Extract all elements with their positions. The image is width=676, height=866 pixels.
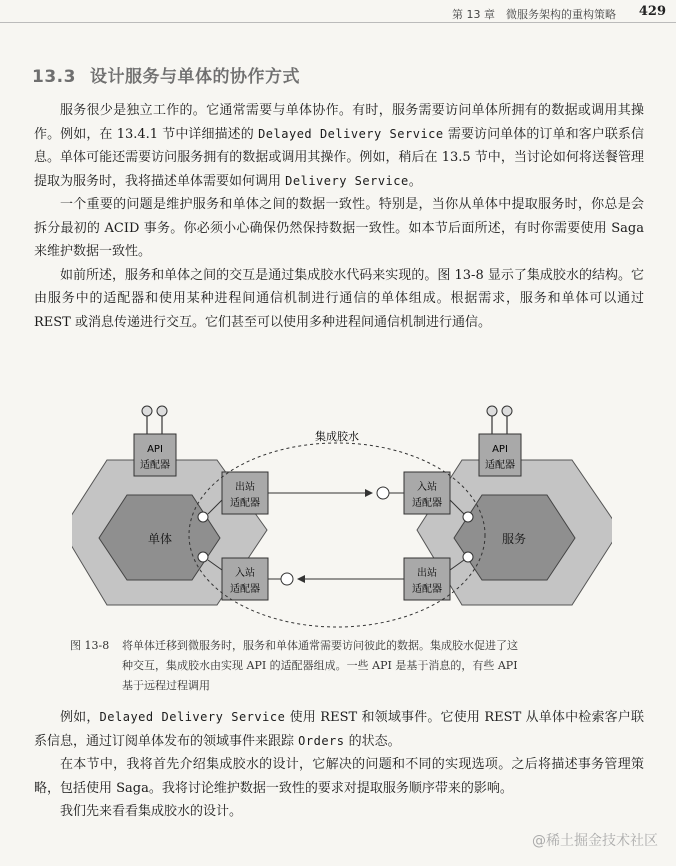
section-heading: [32, 62, 300, 87]
code-term: Delayed Delivery Service: [258, 126, 444, 141]
outbound-adapter-label: 出站: [417, 568, 437, 579]
paragraph-text: 如前所述，服务和单体之间的交互是通过集成胶水代码来实现的。图 13-8 显示了集成胶水的结构。它由服务中的适配器和使用某种进程间通信机制进行通信的单体组成。根据需求，服务和单体可以通过 REST 或消息传递进行交互。它们甚至可以使用多种进程间通信机制进行通信。: [34, 267, 644, 330]
monolith-inbound-endpoint-icon: [281, 573, 293, 585]
body-paragraphs-top: [34, 99, 644, 334]
outbound-adapter-label: 适配器: [230, 498, 260, 509]
page-header: [0, 0, 676, 23]
paragraph: [34, 193, 644, 264]
outbound-adapter-label: 适配器: [412, 584, 442, 595]
inbound-adapter-label: 入站: [235, 568, 255, 579]
paragraph-text: 我们先来看看集成胶水的设计。: [60, 804, 243, 819]
paragraph: [34, 706, 644, 753]
paragraph: [34, 99, 644, 193]
inbound-port-icon: [463, 512, 473, 522]
paragraph: [34, 800, 644, 824]
paragraph-text: 例如，: [60, 710, 100, 725]
chapter-title: 第 13 章 微服务架构的重构策略: [452, 8, 616, 21]
code-term: Orders: [298, 733, 345, 748]
paragraph-text: 服务很少是独立工作的。它通常需要与单体协作。有时，服务需要访问单体所拥有的数据或调用其操作。例如，在 13.4.1 节中详细描述的: [34, 103, 644, 142]
api-port-icon: [142, 406, 152, 416]
integration-glue-diagram: [72, 400, 612, 630]
outbound-adapter-label: 出站: [235, 482, 255, 493]
paragraph: [34, 264, 644, 335]
page-number: 429: [638, 4, 666, 19]
monolith-label: 单体: [147, 532, 173, 546]
service-inbound-endpoint-icon: [377, 487, 389, 499]
api-port-icon: [502, 406, 512, 416]
outbound-port-icon: [198, 512, 208, 522]
api-adapter-label: 适配器: [140, 460, 170, 471]
api-adapter-label: API: [492, 444, 508, 455]
code-term: Delayed Delivery Service: [99, 710, 286, 724]
integration-glue-label: 集成胶水: [315, 430, 359, 443]
inbound-port-icon: [198, 552, 208, 562]
caption-line: 将单体迁移到微服务时，服务和单体通常需要访问彼此的数据。集成胶水促进了这: [122, 639, 518, 652]
figure-caption: [70, 636, 630, 696]
paragraph-text: 使用 REST 和领域事件。它使用 REST 从单体中检索客户联系信息，通过订阅单体发布的领域事件来跟踪: [34, 710, 645, 749]
code-term: Delivery Service: [285, 173, 409, 188]
monolith-group: [72, 406, 268, 605]
outbound-port-icon: [463, 552, 473, 562]
service-group: [404, 406, 612, 605]
inbound-adapter-label: 适配器: [412, 498, 442, 509]
section-number: 13.3: [32, 67, 76, 87]
inbound-adapter-label: 适配器: [230, 584, 260, 595]
api-adapter-label: 适配器: [485, 460, 515, 471]
api-port-icon: [487, 406, 497, 416]
caption-line: 种交互，集成胶水由实现 API 的适配器组成。一些 API 是基于消息的，有些 API: [122, 659, 518, 672]
api-adapter-label: API: [147, 444, 163, 455]
paragraph-text: 需要访问单体的订单和客户联系信息。单体可能还需要访问服务拥有的数据或调用其操作。例如，稍后在 13.5 节中，当讨论如何将送餐管理提取为服务时，我将描述单体需要如何调用: [34, 126, 645, 189]
caption-number: 图 13-8: [70, 639, 110, 652]
service-label: 服务: [501, 532, 527, 546]
paragraph-text: 一个重要的问题是维护服务和单体之间的数据一致性。特别是，当你从单体中提取服务时，你总是会拆分最初的 ACID 事务。你必须小心确保仍然保持数据一致性。如本节后面所述，有时你需要使用 Saga 来维护数据一致性。: [34, 197, 644, 259]
inbound-adapter-label: 入站: [417, 482, 437, 493]
paragraph-text: 。: [408, 173, 422, 189]
paragraph-text: 在本节中，我将首先介绍集成胶水的设计，它解决的问题和不同的实现选项。之后将描述事务管理策略，包括使用 Saga。我将讨论维护数据一致性的要求对提取服务顺序带来的影响。: [34, 757, 644, 796]
body-paragraphs-bottom: [34, 706, 644, 824]
figure-13-8: [72, 400, 612, 630]
paragraph: [34, 753, 644, 800]
api-port-icon: [157, 406, 167, 416]
paragraph-text: 的状态。: [344, 733, 401, 749]
section-title-text: 设计服务与单体的协作方式: [89, 67, 300, 87]
watermark: @稀土掘金技术社区: [532, 833, 658, 849]
caption-line: 基于远程过程调用: [122, 679, 210, 692]
